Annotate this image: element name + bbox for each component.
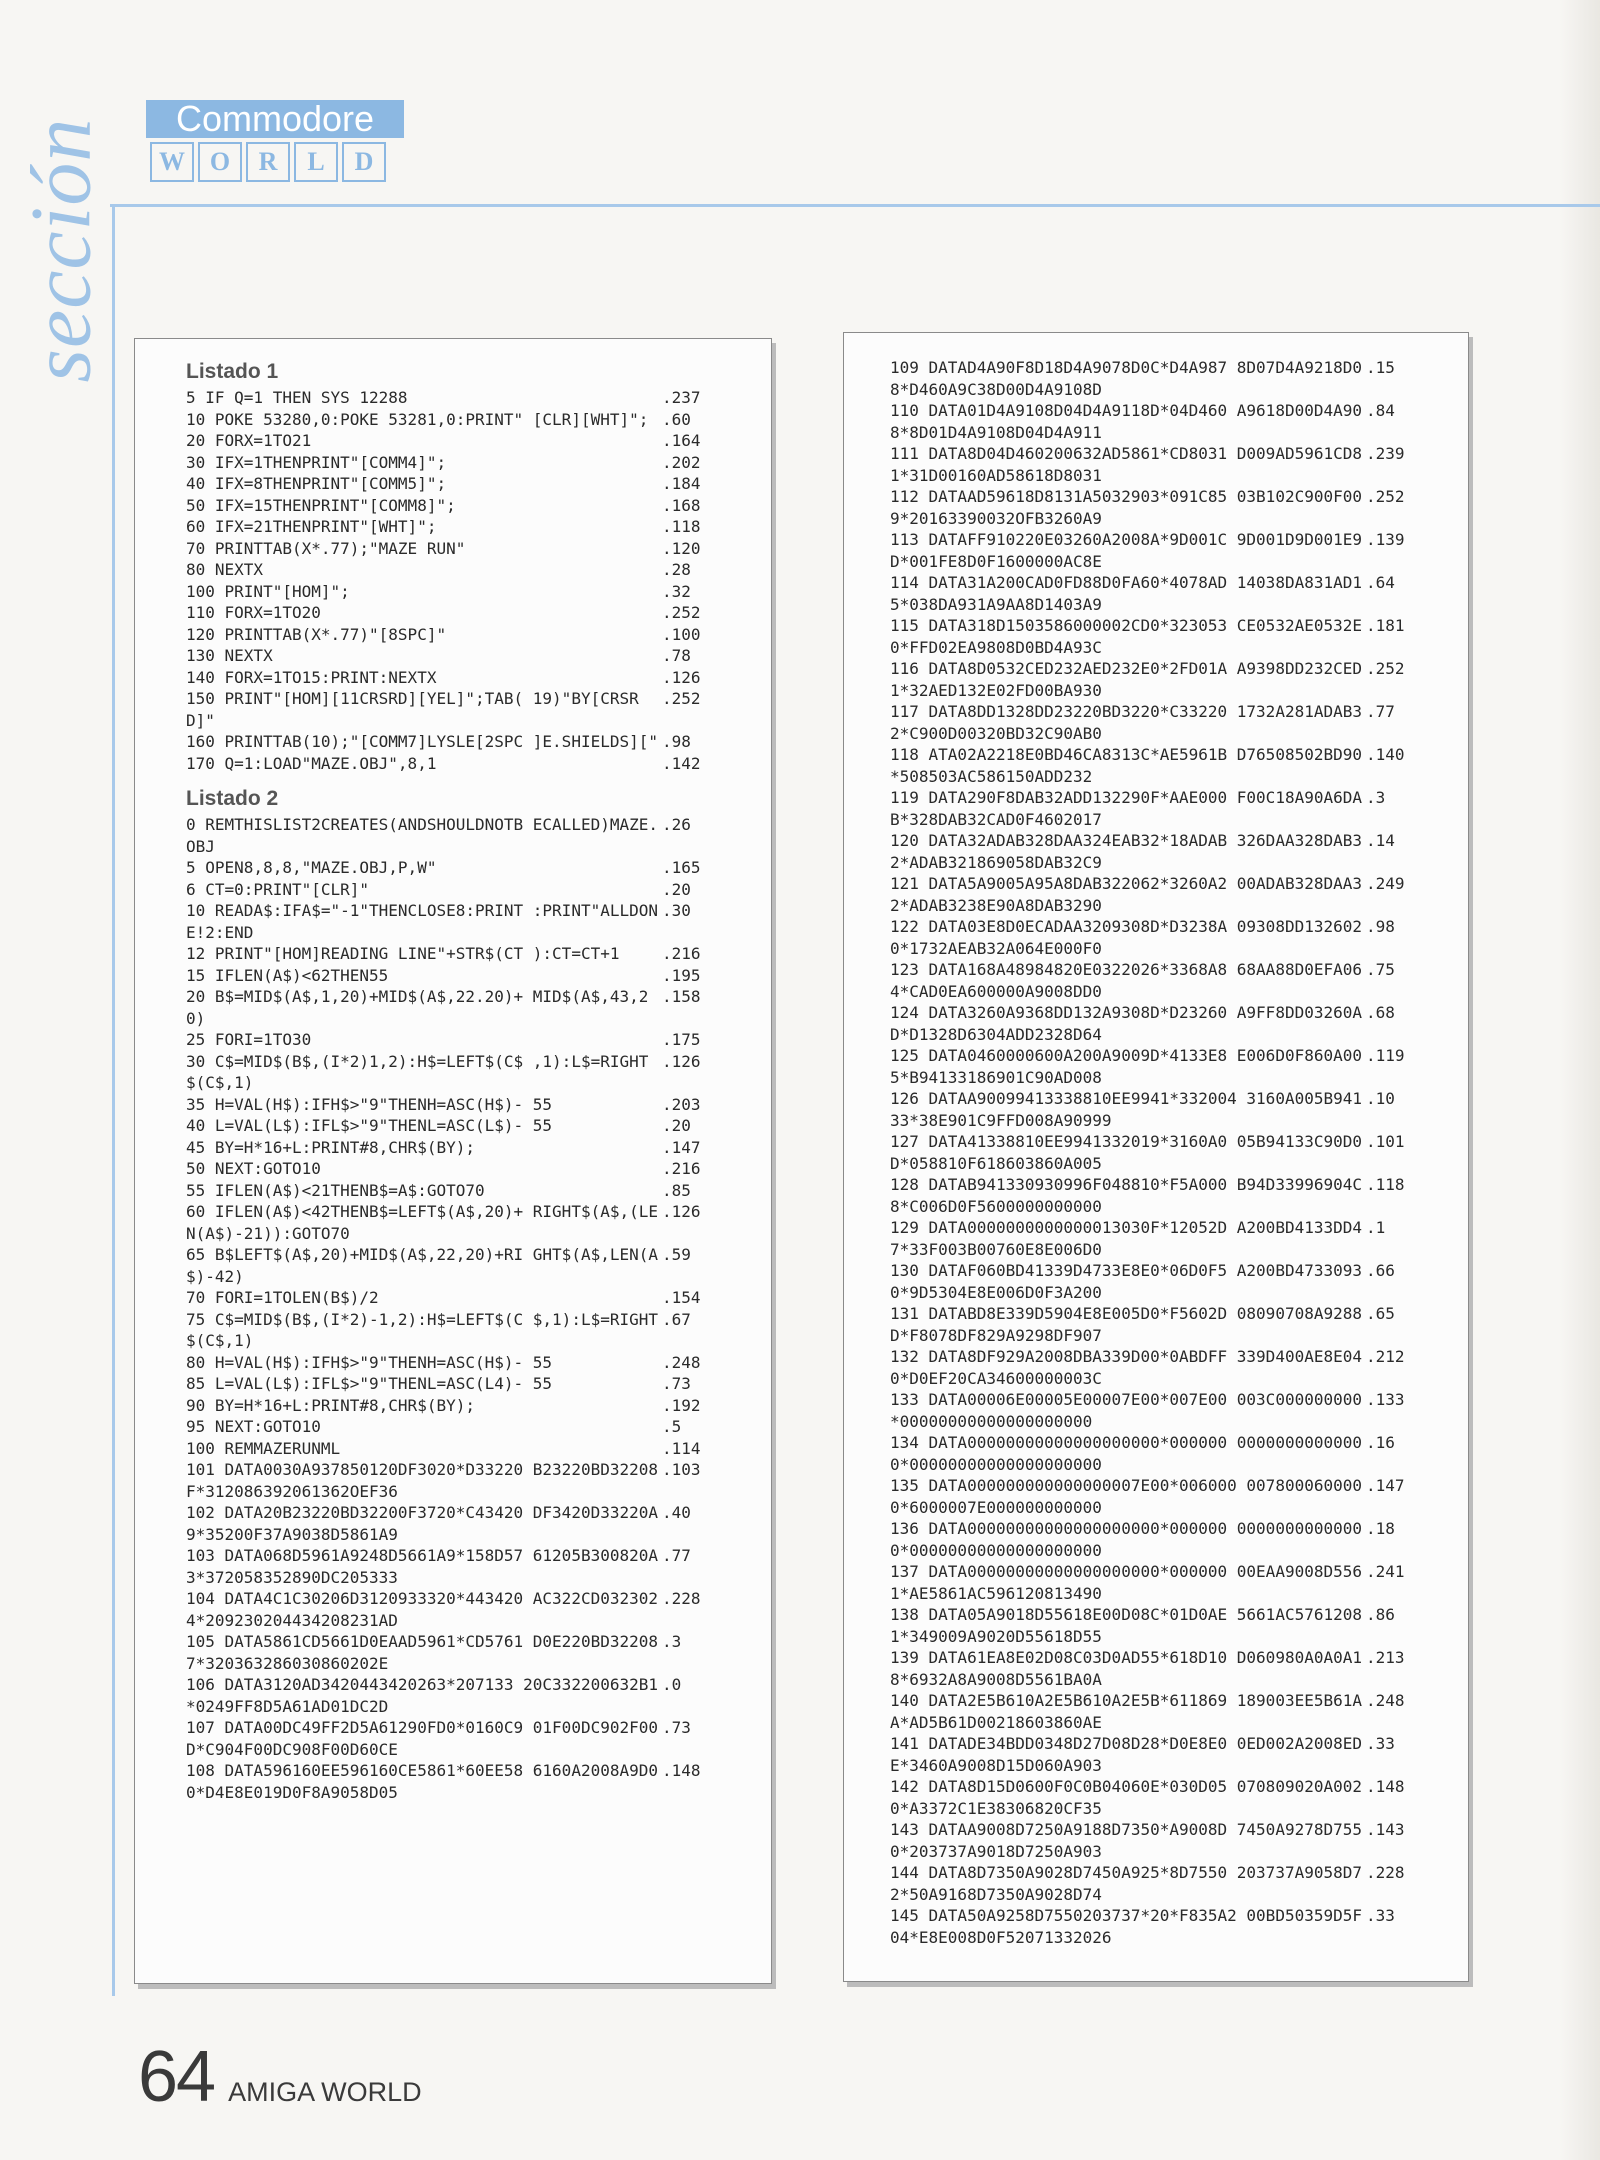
listing-column-left [186, 357, 716, 1803]
code-line [890, 744, 1420, 787]
code-line [890, 486, 1420, 529]
checksum: .59 [662, 1245, 691, 1264]
code-line [186, 1029, 716, 1051]
code-text: 12 PRINT"[HOM]READING LINE"+STR$(CT ):CT=CT+1 [186, 944, 620, 963]
code-text: 30 C$=MID$(B$,(I*2)1,2):H$=LEFT$(C$ ,1):L$=RIGHT$(C$,1) [186, 1051, 649, 1092]
code-line [890, 1346, 1420, 1389]
code-text: 10 POKE 53280,0:POKE 53281,0:PRINT" [CLR][WHT]"; [186, 409, 649, 429]
code-text: 117 DATA8DD1328DD23220BD3220*C33220 1732A281ADAB32*C900D00320BD32C90AB0 [890, 702, 1363, 743]
code-line [186, 473, 716, 495]
code-text: 15 IFLEN(A$)<62THEN55 [186, 965, 389, 985]
code-text: 123 DATA168A48984820E0322026*3368A8 68AA88D0EFA064*CAD0EA600000A9008DD0 [890, 960, 1363, 1001]
brand-letter: L [294, 142, 338, 182]
code-text: 60 IFX=21THENPRINT"[WHT]"; [186, 517, 437, 536]
checksum: .119 [1366, 1046, 1405, 1065]
checksum: .252 [1366, 659, 1405, 678]
code-line [890, 1690, 1420, 1733]
code-line [186, 1631, 716, 1674]
code-line [890, 1260, 1420, 1303]
checksum: .20 [662, 879, 691, 899]
code-text: 5 IF Q=1 THEN SYS 12288 [186, 388, 408, 407]
code-line [890, 1131, 1420, 1174]
code-text: 103 DATA068D5961A9248D5661A9*158D57 61205B300820A3*372058352890DC205333 [186, 1546, 659, 1587]
margin-rule [112, 206, 115, 1996]
code-line [890, 400, 1420, 443]
code-text: 100 REMMAZERUNML [186, 1438, 341, 1458]
code-text: 65 B$LEFT$(A$,20)+MID$(A$,22,20)+RI GHT$(A$,LEN(A$)-42) [186, 1245, 659, 1286]
checksum: .1 [1366, 1218, 1386, 1237]
code-text: 136 DATA00000000000000000000*000000 00000000000000*00000000000000000000 [890, 1519, 1363, 1560]
code-line [890, 916, 1420, 959]
code-line [186, 452, 716, 474]
checksum: .28 [662, 560, 691, 579]
code-text: 0 REMTHISLIST2CREATES(ANDSHOULDNOTB ECALLED)MAZE.OBJ [186, 815, 659, 856]
code-line [890, 529, 1420, 572]
code-line [186, 387, 716, 409]
code-text: 85 L=VAL(L$):IFL$>"9"THENL=ASC(L4)- 55 [186, 1374, 553, 1393]
code-line [186, 1416, 716, 1438]
code-line [186, 1180, 716, 1202]
code-line [186, 986, 716, 1029]
code-text: 110 DATA01D4A9108D04D4A9118D*04D460 A9618D00D4A908*8D01D4A9108D04D4A911 [890, 401, 1363, 442]
checksum: .213 [1366, 1648, 1405, 1667]
code-text: 108 DATA596160EE596160CE5861*60EE58 6160A2008A9D00*D4E8E019D0F8A9058D05 [186, 1761, 659, 1802]
code-line [890, 1604, 1420, 1647]
code-text: 120 PRINTTAB(X*.77)"[8SPC]" [186, 624, 447, 644]
checksum: .148 [662, 1761, 701, 1780]
checksum: .184 [662, 474, 701, 493]
code-line [890, 701, 1420, 744]
listado-2-title: Listado 2 [186, 787, 279, 810]
checksum: .140 [1366, 745, 1405, 764]
code-text: 160 PRINTTAB(10);"[COMM7]LYSLE[2SPC ]E.SHIELDS][" [186, 732, 659, 751]
checksum: .3 [662, 1632, 682, 1651]
checksum: .73 [662, 1718, 691, 1737]
checksum: .68 [1366, 1003, 1395, 1022]
listing-column-right [890, 357, 1420, 1948]
code-text: 138 DATA05A9018D55618E00D08C*01D0AE 5661AC57612081*349009A9020D55618D55 [890, 1605, 1363, 1646]
code-line [186, 688, 716, 731]
code-line [186, 538, 716, 560]
code-text: 5 OPEN8,8,8,"MAZE.OBJ,P,W" [186, 858, 437, 877]
brand-letter: W [150, 142, 194, 182]
code-text: 133 DATA00006E00005E00007E00*007E00 003C000000000*00000000000000000000 [890, 1390, 1363, 1431]
brand-letter: O [198, 142, 242, 182]
code-line [890, 959, 1420, 1002]
listado-2-lines [186, 814, 716, 1803]
code-line [890, 572, 1420, 615]
checksum: .239 [1366, 444, 1405, 463]
code-line [890, 1174, 1420, 1217]
page-edge-shadow [1560, 0, 1600, 2160]
checksum: .60 [662, 409, 691, 429]
code-line [890, 1389, 1420, 1432]
checksum: .216 [662, 1159, 701, 1178]
code-line [186, 1309, 716, 1352]
code-text: 130 DATAF060BD41339D4733E8E0*06D0F5 A200BD47330930*9D5304E8E006D0F3A200 [890, 1261, 1363, 1302]
code-line [890, 1088, 1420, 1131]
code-text: 40 L=VAL(L$):IFL$>"9"THENL=ASC(L$)- 55 [186, 1116, 553, 1135]
checksum: .118 [662, 517, 701, 536]
brand-logo-letters [150, 142, 386, 182]
code-line [890, 1217, 1420, 1260]
code-text: 116 DATA8D0532CED232AED232E0*2FD01A A9398DD232CED1*32AED132E02FD00BA930 [890, 659, 1363, 700]
checksum: .32 [662, 581, 691, 601]
code-text: 114 DATA31A200CAD0FD88D0FA60*4078AD 14038DA831AD15*038DA931A9AA8D1403A9 [890, 573, 1363, 614]
code-text: 135 DATA000000000000000007E00*006000 0078000600000*6000007E000000000000 [890, 1476, 1363, 1517]
code-text: 122 DATA03E8D0ECADAA3209308D*D3238A 09308DD1326020*1732AEAB32A064E000F0 [890, 917, 1363, 958]
checksum: .67 [662, 1309, 691, 1329]
checksum: .84 [1366, 401, 1395, 420]
code-line [186, 1115, 716, 1137]
checksum: .98 [1366, 917, 1395, 936]
code-text: 45 BY=H*16+L:PRINT#8,CHR$(BY); [186, 1137, 475, 1157]
code-text: 132 DATA8DF929A2008DBA339D00*0ABDFF 339D400AE8E040*D0EF20CA34600000003C [890, 1347, 1363, 1388]
code-text: 141 DATADE34BDD0348D27D08D28*D0E8E0 0ED002A2008EDE*3460A9008D15D060A903 [890, 1734, 1363, 1775]
checksum: .64 [1366, 573, 1395, 592]
checksum: .241 [1366, 1562, 1405, 1581]
checksum: .142 [662, 753, 701, 773]
code-line [186, 1438, 716, 1460]
code-line [186, 581, 716, 603]
checksum: .30 [662, 901, 691, 920]
code-text: 102 DATA20B23220BD32200F3720*C43420 DF3420D33220A9*35200F37A9038D5861A9 [186, 1503, 659, 1544]
section-label: sección [12, 117, 108, 383]
code-line [186, 1674, 716, 1717]
checksum: .195 [662, 965, 701, 985]
checksum: .16 [1366, 1433, 1395, 1452]
code-text: 50 NEXT:GOTO10 [186, 1159, 321, 1178]
code-text: 113 DATAFF910220E03260A2008A*9D001C 9D001D9D001E9D*001FE8D0F1600000AC8E [890, 530, 1363, 571]
checksum: .168 [662, 495, 701, 515]
checksum: .252 [1366, 487, 1405, 506]
checksum: .85 [662, 1180, 691, 1200]
code-text: 131 DATABD8E339D5904E8E005D0*F5602D 08090708A9288D*F8078DF829A9298DF907 [890, 1304, 1363, 1345]
code-text: 90 BY=H*16+L:PRINT#8,CHR$(BY); [186, 1395, 475, 1415]
code-line [186, 1051, 716, 1094]
code-text: 115 DATA318D1503586000002CD0*323053 CE0532AE0532E0*FFD02EA9808D0BD4A93C [890, 616, 1363, 657]
code-text: 100 PRINT"[HOM]"; [186, 581, 350, 601]
code-line [186, 1094, 716, 1116]
code-line [186, 965, 716, 987]
code-line [186, 624, 716, 646]
code-line [186, 814, 716, 857]
code-text: 130 NEXTX [186, 646, 273, 665]
checksum: .3 [1366, 788, 1386, 807]
code-line [890, 1647, 1420, 1690]
code-text: 129 DATA0000000000000013030F*12052D A200BD4133DD47*33F003B00760E8E006D0 [890, 1218, 1363, 1259]
code-line [186, 731, 716, 753]
checksum: .139 [1366, 530, 1405, 549]
code-text: 142 DATA8D15D0600F0C0B04060E*030D05 070809020A0020*A3372C1E38306820CF35 [890, 1777, 1363, 1818]
code-text: 128 DATAB941330930996F048810*F5A000 B94D33996904C8*C006D0F5600000000000 [890, 1175, 1363, 1216]
checksum: .126 [662, 667, 701, 687]
code-line [186, 900, 716, 943]
brand-letter: R [246, 142, 290, 182]
code-text: 127 DATA41338810EE9941332019*3160A0 05B94133C90D0D*058810F618603860A005 [890, 1132, 1363, 1173]
code-line [890, 615, 1420, 658]
checksum: .252 [662, 603, 701, 622]
code-text: 124 DATA3260A9368DD132A9308D*D23260 A9FF8DD03260AD*D1328D6304ADD2328D64 [890, 1003, 1363, 1044]
code-text: 109 DATAD4A90F8D18D4A9078D0C*D4A987 8D07D4A9218D08*D460A9C38D00D4A9108D [890, 358, 1363, 399]
code-text: 125 DATA0460000600A200A9009D*4133E8 E006D0F860A005*B94133186901C90AD008 [890, 1046, 1363, 1087]
code-line [186, 1244, 716, 1287]
code-line [186, 645, 716, 667]
code-line [890, 1518, 1420, 1561]
code-line [890, 873, 1420, 916]
checksum: .158 [662, 987, 701, 1006]
code-text: 107 DATA00DC49FF2D5A61290FD0*0160C9 01F00DC902F00D*C904F00DC908F00D60CE [186, 1718, 659, 1759]
code-text: 70 FORI=1TOLEN(B$)/2 [186, 1288, 379, 1307]
checksum: .154 [662, 1288, 701, 1307]
checksum: .77 [662, 1546, 691, 1565]
checksum: .249 [1366, 874, 1405, 893]
checksum: .216 [662, 944, 701, 963]
code-text: 112 DATAAD59618D8131A5032903*091C85 03B102C900F009*20163390032OFB3260A9 [890, 487, 1363, 528]
code-text: 10 READA$:IFA$="-1"THENCLOSE8:PRINT :PRINT"ALLDONE!2:END [186, 901, 659, 942]
code-line [890, 658, 1420, 701]
checksum: .147 [662, 1137, 701, 1157]
checksum: .148 [1366, 1777, 1405, 1796]
code-line [186, 1717, 716, 1760]
checksum: .118 [1366, 1175, 1405, 1194]
checksum: .192 [662, 1395, 701, 1415]
checksum: .164 [662, 431, 701, 450]
checksum: .18 [1366, 1519, 1395, 1538]
brand-logo-top: Commodore [146, 100, 404, 138]
header-rule [110, 204, 1600, 207]
code-text: 104 DATA4C1C30206D3120933320*443420 AC322CD0323024*209230204434208231AD [186, 1589, 659, 1630]
code-line [186, 409, 716, 431]
checksum: .75 [1366, 960, 1395, 979]
code-line [186, 857, 716, 879]
code-text: 106 DATA3120AD3420443420263*207133 20C332200632B1*0249FF8D5A61AD01DC2D [186, 1675, 659, 1716]
code-text: 121 DATA5A9005A95A8DAB322062*3260A2 00ADAB328DAA32*ADAB3238E90A8DAB3290 [890, 874, 1363, 915]
code-text: 118 ATA02A2218E0BD46CA8313C*AE5961B D76508502BD90*508503AC586150ADD232 [890, 745, 1363, 786]
checksum: .98 [662, 732, 691, 751]
code-line [890, 1905, 1420, 1948]
checksum: .65 [1366, 1304, 1395, 1323]
code-line [890, 357, 1420, 400]
code-text: 105 DATA5861CD5661D0EAAD5961*CD5761 D0E220BD322087*320363286030860202E [186, 1632, 659, 1673]
code-line [186, 879, 716, 901]
checksum: .77 [1366, 702, 1395, 721]
checksum: .126 [662, 1202, 701, 1221]
checksum: .5 [662, 1417, 682, 1436]
checksum: .86 [1366, 1605, 1395, 1624]
code-text: 30 IFX=1THENPRINT"[COMM4]"; [186, 452, 447, 472]
code-line [186, 1588, 716, 1631]
code-text: 140 DATA2E5B610A2E5B610A2E5B*611869 189003EE5B61AA*AD5B61D00218603860AE [890, 1691, 1363, 1732]
code-text: 40 IFX=8THENPRINT"[COMM5]"; [186, 474, 447, 493]
checksum: .133 [1366, 1390, 1405, 1409]
code-line [186, 1459, 716, 1502]
code-text: 70 PRINTTAB(X*.77);"MAZE RUN" [186, 538, 466, 558]
code-line [186, 1352, 716, 1374]
code-line [890, 1303, 1420, 1346]
code-text: 144 DATA8D7350A9028D7450A925*8D7550 203737A9058D72*50A9168D7350A9028D74 [890, 1863, 1363, 1904]
checksum: .228 [662, 1589, 701, 1608]
checksum: .252 [662, 689, 701, 708]
code-text: 101 DATA0030A937850120DF3020*D33220 B23220BD32208F*312086392061362OEF36 [186, 1460, 659, 1501]
checksum: .228 [1366, 1863, 1405, 1882]
checksum: .114 [662, 1438, 701, 1458]
code-line [890, 1432, 1420, 1475]
checksum: .212 [1366, 1347, 1405, 1366]
code-line [186, 602, 716, 624]
checksum: .120 [662, 538, 701, 558]
code-line [186, 559, 716, 581]
code-line [186, 1760, 716, 1803]
code-line [186, 516, 716, 538]
checksum: .78 [662, 646, 691, 665]
checksum: .143 [1366, 1820, 1405, 1839]
code-text: 6 CT=0:PRINT"[CLR]" [186, 879, 370, 899]
section-tab [12, 100, 108, 400]
code-text: 25 FORI=1TO30 [186, 1030, 312, 1049]
listado-1-lines [186, 387, 716, 774]
checksum: .33 [1366, 1734, 1395, 1753]
code-line [890, 1045, 1420, 1088]
code-text: 140 FORX=1TO15:PRINT:NEXTX [186, 667, 437, 687]
code-text: 20 FORX=1TO21 [186, 431, 312, 450]
code-line [186, 1201, 716, 1244]
code-line [186, 1137, 716, 1159]
code-line [186, 943, 716, 965]
code-text: 150 PRINT"[HOM][11CRSRD][YEL]";TAB( 19)"BY[CRSRD]" [186, 689, 639, 730]
code-text: 126 DATAA90099413338810EE9941*332004 3160A005B94133*38E901C9FFD008A90999 [890, 1089, 1363, 1130]
code-text: 111 DATA8D04D460200632AD5861*CD8031 D009AD5961CD81*31D00160AD58618D8031 [890, 444, 1363, 485]
checksum: .20 [662, 1116, 691, 1135]
code-line [890, 1776, 1420, 1819]
code-text: 35 H=VAL(H$):IFH$>"9"THENH=ASC(H$)- 55 [186, 1094, 553, 1114]
code-line [186, 1545, 716, 1588]
checksum: .14 [1366, 831, 1395, 850]
code-line [186, 495, 716, 517]
brand-letter: D [342, 142, 386, 182]
code-line [890, 1002, 1420, 1045]
listado-1-title: Listado 1 [186, 360, 279, 383]
code-text: 55 IFLEN(A$)<21THENB$=A$:GOTO70 [186, 1180, 485, 1200]
code-line [186, 1502, 716, 1545]
checksum: .33 [1366, 1906, 1395, 1925]
checksum: .73 [662, 1374, 691, 1393]
code-line [890, 1561, 1420, 1604]
code-text: 75 C$=MID$(B$,(I*2)-1,2):H$=LEFT$(C $,1):L$=RIGHT$(C$,1) [186, 1309, 659, 1350]
code-line [186, 1158, 716, 1180]
checksum: .203 [662, 1094, 701, 1114]
code-text: 134 DATA00000000000000000000*000000 00000000000000*00000000000000000000 [890, 1433, 1363, 1474]
checksum: .40 [662, 1503, 691, 1522]
code-line [186, 1373, 716, 1395]
code-text: 119 DATA290F8DAB32ADD132290F*AAE000 F00C18A90A6DAB*328DAB32CAD0F4602017 [890, 788, 1363, 829]
code-text: 80 NEXTX [186, 560, 264, 579]
listado-2-continued-lines [890, 357, 1420, 1948]
code-text: 50 IFX=15THENPRINT"[COMM8]"; [186, 495, 456, 515]
code-line [186, 1395, 716, 1417]
code-text: 170 Q=1:LOAD"MAZE.OBJ",8,1 [186, 753, 437, 773]
checksum: .26 [662, 815, 691, 834]
code-text: 95 NEXT:GOTO10 [186, 1417, 321, 1436]
magazine-name: AMIGA WORLD [228, 2077, 422, 2107]
code-text: 143 DATAA9008D7250A9188D7350*A9008D 7450A9278D7550*203737A9018D7250A903 [890, 1820, 1363, 1861]
checksum: .202 [662, 452, 701, 472]
code-text: 80 H=VAL(H$):IFH$>"9"THENH=ASC(H$)- 55 [186, 1352, 553, 1372]
code-line [890, 1475, 1420, 1518]
code-text: 60 IFLEN(A$)<42THENB$=LEFT$(A$,20)+ RIGHT$(A$,(LEN(A$)-21)):GOTO70 [186, 1202, 659, 1243]
checksum: .100 [662, 624, 701, 644]
checksum: .237 [662, 388, 701, 407]
code-text: 20 B$=MID$(A$,1,20)+MID$(A$,22.20)+ MID$(A$,43,20) [186, 987, 649, 1028]
page-number: 64 [138, 2037, 215, 2117]
checksum: .10 [1366, 1089, 1395, 1108]
code-line [890, 1819, 1420, 1862]
code-text: 139 DATA61EA8E02D08C03D0AD55*618D10 D060980A0A0A18*6932A8A9008D5561BA0A [890, 1648, 1363, 1689]
code-line [890, 1862, 1420, 1905]
code-line [186, 430, 716, 452]
code-line [890, 443, 1420, 486]
checksum: .103 [662, 1460, 701, 1479]
checksum: .101 [1366, 1132, 1405, 1151]
code-line [890, 787, 1420, 830]
code-line [890, 830, 1420, 873]
code-text: 120 DATA32ADAB328DAA324EAB32*18ADAB 326DAA328DAB32*ADAB321869058DAB32C9 [890, 831, 1363, 872]
page-footer [138, 2036, 422, 2118]
checksum: .175 [662, 1030, 701, 1049]
checksum: .248 [1366, 1691, 1405, 1710]
code-line [186, 667, 716, 689]
code-text: 110 FORX=1TO20 [186, 603, 321, 622]
code-text: 145 DATA50A9258D7550203737*20*F835A2 00BD50359D5F04*E8E008D0F52071332026 [890, 1906, 1363, 1947]
checksum: .248 [662, 1352, 701, 1372]
checksum: .66 [1366, 1261, 1395, 1280]
checksum: .165 [662, 858, 701, 877]
code-text: 137 DATA00000000000000000000*000000 00EAA9008D5561*AE5861AC596120813490 [890, 1562, 1363, 1603]
checksum: .0 [662, 1675, 682, 1694]
checksum: .126 [662, 1051, 701, 1071]
checksum: .147 [1366, 1476, 1405, 1495]
code-line [186, 753, 716, 775]
checksum: .15 [1366, 358, 1395, 377]
checksum: .181 [1366, 616, 1405, 635]
code-line [186, 1287, 716, 1309]
code-line [890, 1733, 1420, 1776]
